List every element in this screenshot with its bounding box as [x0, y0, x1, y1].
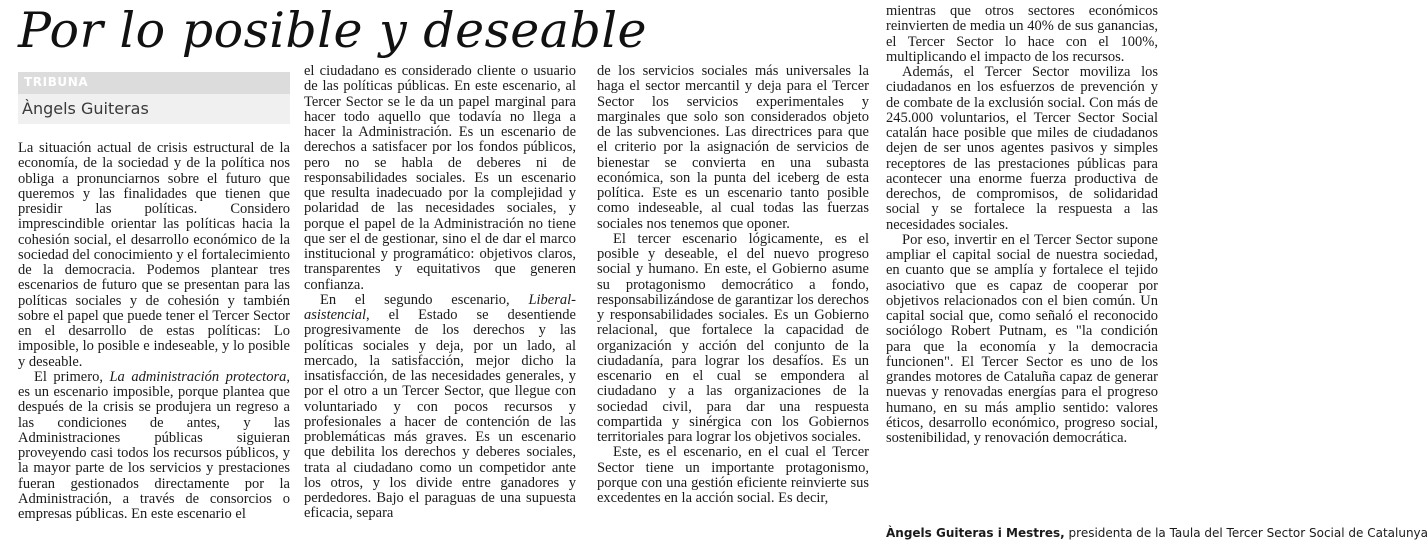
paragraph: En el segundo escenario, Liberal-asistencial, el Estado se desentiende progresivamente de los derechos y las políticas sociales y deja, por un lado, al mercado, la satisfacción, mejor dicho la insatisfacción, de las necesidades generales, y por el otro a un Tercer Sector, que llegue con voluntariado y con pocos recursos y profesionales a hacer de contención de las problemáticas más graves. Es un escenario que debilita los derechos y deberes sociales, trata al ciudadano como un competidor ante los otros, y los divide entre ganadores y perdedores. Bajo el paraguas de una supuesta eficacia, separa	[304, 291, 576, 522]
article-column-3	[597, 64, 869, 506]
paragraph: de los servicios sociales más universales la haga el sector mercantil y deja para el Tercer Sector los servicios experimentales y marginales que solo son considerados objeto de las subvenciones. Las directrices para que el criterio por la asignación de servicios de bienestar se convierta en una subasta económica, son la punta del iceberg de esta política. Este es un escenario tanto posible como indeseable, al cual todas las fuerzas sociales nos tenemos que oponer.	[597, 63, 869, 232]
paragraph: Además, el Tercer Sector moviliza los ciudadanos en los esfuerzos de prevención y de combate de la exclusión social. Con más de 245.000 voluntarios, el Tercer Sector Social catalán hace posible que miles de ciudadanos dejen de ser unos agentes pasivos y simples receptores de las prestaciones públicas para acontecer una enorme fuerza productiva de derechos, de compromisos, de solidaridad social y se fortalece la respuesta a las necesidades sociales.	[886, 64, 1158, 233]
article-column-4	[886, 4, 1158, 446]
signature-role: presidenta de la Taula del Tercer Sector Social de Catalunya	[1064, 526, 1428, 540]
section-label: TRIBUNA	[24, 75, 89, 89]
author-signature	[886, 526, 1428, 540]
paragraph: La situación actual de crisis estructural de la economía, de la sociedad y de la política nos obliga a pronunciarnos sobre el futuro que queremos y las finalidades que tienen que presidir las políticas. Considero imprescindible orientar las políticas hacia la cohesión social, el desarrollo económico de la sociedad del conocimiento y el fortalecimiento de la democracia. Podemos plantear tres escenarios de futuro que se presentan para las políticas sociales y de cohesión y también sobre el papel que puede tener el Tercer Sector en el desarrollo de estas políticas: Lo imposible, lo posible e indeseable, y lo posible y deseable.	[18, 140, 290, 370]
author-bar	[18, 94, 290, 124]
paragraph: mientras que otros sectores económicos reinvierten de media un 40% de sus ganancias, el Tercer Sector lo hace con el 100%, multiplicando el impacto de los recursos.	[886, 3, 1158, 65]
article-column-1	[18, 141, 290, 522]
paragraph: el ciudadano es considerado cliente o usuario de las políticas públicas. En este escenario, al Tercer Sector se le da un papel marginal para hacer todo aquello que todavía no llega a hacer la Administración. Es un escenario de derechos a satisfacer por los fondos públicos, pero no se habla de deberes ni de responsabilidades sociales. Es un escenario que resulta inadecuado por la complejidad y polaridad de las necesidades sociales, y porque el papel de la Administración no tiene que ser el de gestionar, sino el de dar el marco institucional y programático: objetivos claros, transparentes y equitativos que generen confianza.	[304, 63, 576, 293]
paragraph: Por eso, invertir en el Tercer Sector supone ampliar el capital social de nuestra sociedad, en cuanto que se amplía y fortalece el tejido asociativo que es capaz de cooperar por objetivos relacionados con el bien común. Un capital social que, como señaló el reconocido sociólogo Robert Putnam, es "la condición para que la economía y la democracia funcionen". El Tercer Sector es uno de los grandes motores de Cataluña capaz de generar nuevas y renovadas energías para el progreso humano, en su más amplio sentido: valores éticos, desarrollo económico, progreso social, sostenibilidad, y renovación democrática.	[886, 231, 1158, 446]
paragraph: El tercer escenario lógicamente, es el posible y deseable, el del nuevo progreso social y humano. En este, el Gobierno asume su protagonismo democrático a fondo, responsabilizándose de garantizar los derechos y responsabilidades sociales. Es un Gobierno relacional, que fortalece la capacidad de organización y acción del conjunto de la ciudadanía, para lograr los desafíos. Es un escenario en el cual se empondera al ciudadano y a las organizaciones de la sociedad civil, para dar una respuesta compartida y sinérgica con los Gobiernos territoriales para lograr los objetivos sociales.	[597, 230, 869, 445]
author-name: Àngels Guiteras	[22, 99, 149, 118]
article-headline: Por lo posible y deseable	[18, 2, 648, 59]
paragraph: El primero, La administración protectora, es un escenario imposible, porque planteа que después de la crisis se produjera un regreso a las condiciones de antes, y las Administraciones públicas siguieran proveyendo casi todos los recursos públicos, y la mayor parte de los servicios y prestaciones fueran gestionados directamente por la Administración, a través de consorcios o empresas públicas. En este escenario el	[18, 368, 290, 522]
article-column-2	[304, 64, 576, 522]
section-label-bar	[18, 72, 290, 94]
paragraph: Este, es el escenario, en el cual el Tercer Sector tiene un importante protagonismo, porque con una gestión eficiente reinvierte sus excedentes en la acción social. Es decir,	[597, 444, 869, 506]
signature-name: Àngels Guiteras i Mestres,	[886, 526, 1065, 540]
